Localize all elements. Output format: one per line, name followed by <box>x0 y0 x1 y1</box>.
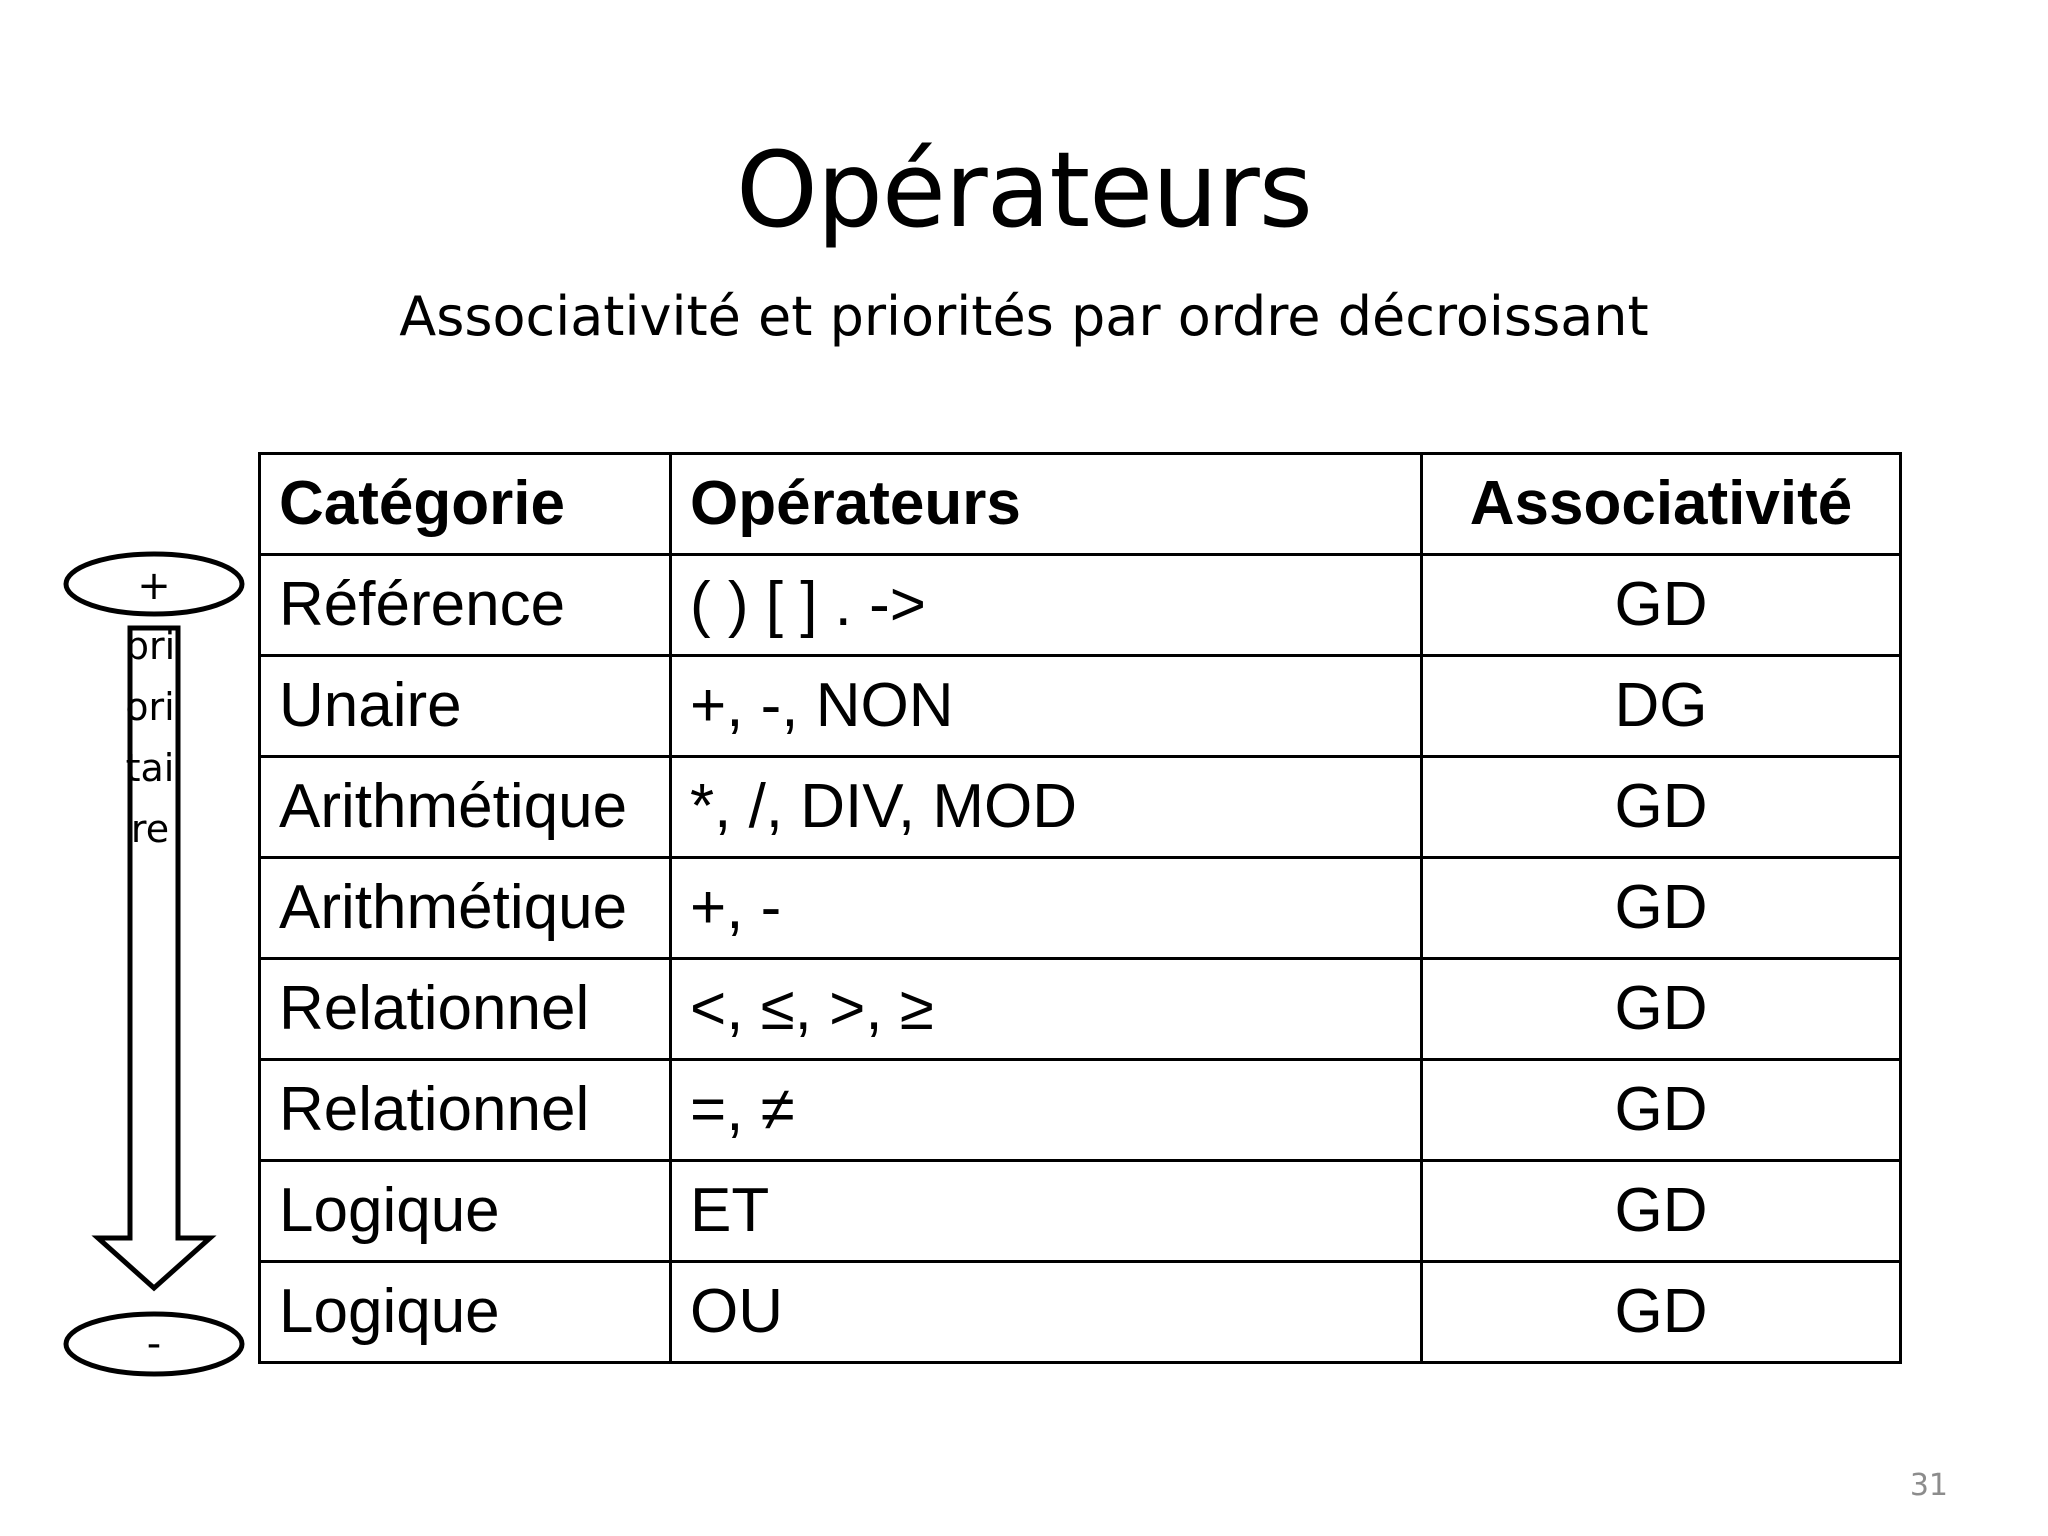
table-row <box>260 858 1901 959</box>
row-category: Arithmétique <box>260 858 671 959</box>
row-associativity: GD <box>1422 1060 1901 1161</box>
row-operators: OU <box>671 1262 1422 1363</box>
table-row <box>260 1262 1901 1363</box>
header-associativity: Associativité <box>1422 454 1901 555</box>
row-operators: =, ≠ <box>671 1060 1422 1161</box>
table-row <box>260 959 1901 1060</box>
row-operators: ET <box>671 1161 1422 1262</box>
row-category: Relationnel <box>260 1060 671 1161</box>
row-operators: +, -, NON <box>671 656 1422 757</box>
row-associativity: DG <box>1422 656 1901 757</box>
row-operators: ( ) [ ] . -> <box>671 555 1422 656</box>
row-category: Logique <box>260 1262 671 1363</box>
table-row <box>260 656 1901 757</box>
row-category: Unaire <box>260 656 671 757</box>
row-associativity: GD <box>1422 555 1901 656</box>
table-row <box>260 757 1901 858</box>
priority-vertical-label: prioritaire <box>124 624 176 851</box>
table-row <box>260 555 1901 656</box>
row-operators: *, /, DIV, MOD <box>671 757 1422 858</box>
page-number: 31 <box>1909 1468 1948 1503</box>
priority-minus-label: - <box>146 1321 162 1367</box>
row-associativity: GD <box>1422 1262 1901 1363</box>
row-category: Arithmétique <box>260 757 671 858</box>
table-header-row <box>260 454 1901 555</box>
slide-title: Opérateurs <box>736 129 1312 251</box>
priority-plus-label: + <box>137 563 171 609</box>
header-category: Catégorie <box>260 454 671 555</box>
table-row <box>260 1161 1901 1262</box>
operator-priority-table <box>258 452 1902 1364</box>
row-category: Référence <box>260 555 671 656</box>
row-category: Logique <box>260 1161 671 1262</box>
row-operators: +, - <box>671 858 1422 959</box>
row-associativity: GD <box>1422 757 1901 858</box>
row-associativity: GD <box>1422 858 1901 959</box>
slide-subtitle: Associativité et priorités par ordre décroissant <box>399 285 1649 348</box>
table-row <box>260 1060 1901 1161</box>
row-category: Relationnel <box>260 959 671 1060</box>
row-operators: <, ≤, >, ≥ <box>671 959 1422 1060</box>
priority-indicator <box>60 548 252 1380</box>
row-associativity: GD <box>1422 1161 1901 1262</box>
header-operators: Opérateurs <box>671 454 1422 555</box>
row-associativity: GD <box>1422 959 1901 1060</box>
